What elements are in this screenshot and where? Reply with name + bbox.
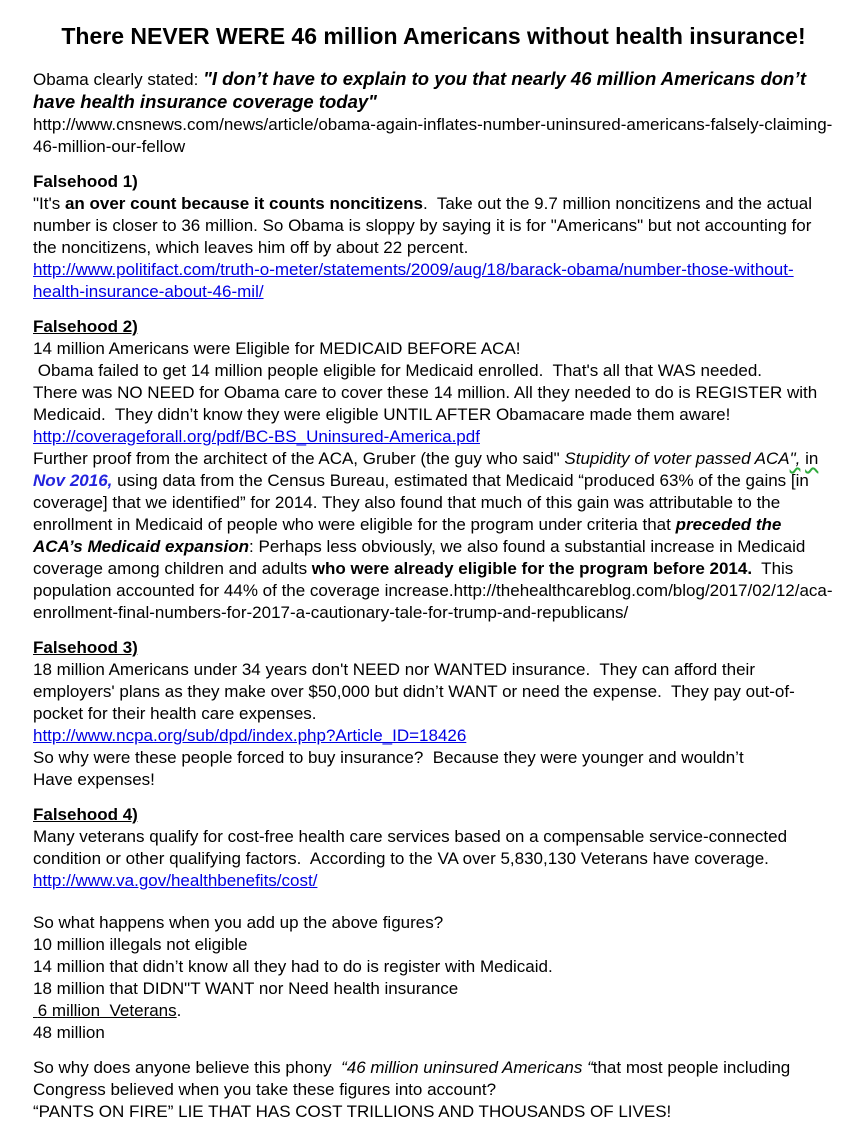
summary-veterans-period: . — [176, 1001, 182, 1020]
coverageforall-link-line — [33, 426, 834, 448]
healthcareblog-url: http://thehealthcareblog.com/blog/2017/02/12/aca-enrollment-final-numbers-for-2017-a-cautionary-tale-for-trump-and-republicans/ — [33, 581, 833, 622]
falsehood3-conclusion-line-2: Have expenses! — [33, 770, 155, 789]
summary-section — [33, 912, 834, 1044]
falsehood2-line-2: Obama failed to get 14 million people eligible for Medicaid enrolled. That's all that WAS needed. — [33, 361, 763, 380]
conclusion-question — [33, 1057, 834, 1101]
falsehood1-text-bold: an over count because it counts noncitizens — [64, 194, 423, 213]
falsehood3-heading: Falsehood 3) — [33, 638, 138, 657]
falsehood3-paragraph: 18 million Americans under 34 years don't NEED nor WANTED insurance. They can afford their employers' plans as they make over $50,000 but didn’t WANT or need the expense. They pay out-of-pocket for their health care expenses. — [33, 660, 795, 723]
falsehood2-heading-line — [33, 316, 834, 338]
falsehood2-section — [33, 316, 834, 624]
falsehood3-section — [33, 637, 834, 791]
gruber-text-2: using data from the Census Bureau, estimated that Medicaid “produced 63% of the gains [in coverage] that we identified” for 2014. They also found that much of this gain was attributable to the enrollment in Medicaid of people who were eligible for the program under criteria that — [33, 471, 814, 534]
gruber-in-misspelling: in — [805, 449, 819, 468]
nov-2016-date: Nov 2016, — [33, 471, 113, 490]
falsehood3-conclusion-line-1: So why were these people forced to buy insurance? Because they were younger and wouldn’t — [33, 748, 744, 767]
falsehood1-paragraph — [33, 193, 834, 259]
falsehood2-line-3: There was NO NEED for Obama care to cover these 14 million. All they needed to do is REGISTER with Medicaid. They didn’t know they were eligible UNTIL AFTER Obamacare made them aware! — [33, 383, 822, 424]
falsehood4-section — [33, 804, 834, 892]
gruber-preceded-emphasis: preceded the ACA’s Medicaid expansion — [33, 515, 786, 556]
obama-quote-text: "I don’t have to explain to you that nearly 46 million Americans don’t have health insurance coverage today" — [33, 68, 812, 112]
falsehood4-paragraph: Many veterans qualify for cost-free health care services based on a compensable service-connected condition or other qualifying factors. According to the VA over 5,830,130 Veterans have coverage. — [33, 827, 792, 868]
conclusion-section — [33, 1057, 834, 1123]
cnsnews-url-line — [33, 114, 834, 158]
gruber-text-4: This population accounted for 44% of the coverage increase. — [33, 559, 799, 600]
falsehood2-heading: Falsehood 2) — [33, 317, 138, 336]
politifact-link-line — [33, 259, 834, 303]
page-title: There NEVER WERE 46 million Americans without health insurance! — [61, 23, 806, 49]
summary-line-illegals: 10 million illegals not eligible — [33, 935, 248, 954]
falsehood4-heading: Falsehood 4) — [33, 805, 138, 824]
gruber-paragraph — [33, 448, 834, 624]
summary-veterans-underlined: 6 million Veterans — [33, 1001, 177, 1020]
cnsnews-url: http://www.cnsnews.com/news/article/obama-again-inflates-number-uninsured-americans-falsely-claiming-46-million-our-fellow — [33, 115, 833, 156]
intro-lead-text: Obama clearly stated: — [33, 70, 204, 89]
falsehood1-text-2: . Take out the 9.7 million noncitizens and the actual number is closer to 36 million. So Obama is sloppy by saying it is for "Americans" but not accounting for the noncitizens, which leaves him off by about 22 percent. — [33, 194, 817, 257]
summary-question: So what happens when you add up the above figures? — [33, 913, 444, 932]
va-link-line — [33, 870, 834, 892]
coverageforall-link[interactable]: http://coverageforall.org/pdf/BC-BS_Uninsured-America.pdf — [33, 427, 480, 446]
gruber-already-eligible-emphasis: who were already eligible for the program before 2014. — [311, 559, 753, 578]
pants-on-fire-line: “PANTS ON FIRE” LIE THAT HAS COST TRILLIONS AND THOUSANDS OF LIVES! — [33, 1102, 672, 1121]
summary-total: 48 million — [33, 1023, 105, 1042]
intro-paragraph — [33, 68, 834, 114]
va-link[interactable]: http://www.va.gov/healthbenefits/cost/ — [33, 871, 318, 890]
summary-line-didnt-want: 18 million that DIDN"T WANT nor Need health insurance — [33, 979, 459, 998]
gruber-space-2 — [818, 449, 823, 468]
gruber-stupidity-quote: Stupidity of voter passed ACA — [564, 449, 790, 468]
gruber-text-3: : Perhaps less obviously, we also found a substantial increase in Medicaid coverage among children and adults — [33, 537, 811, 578]
falsehood4-heading-line — [33, 804, 834, 826]
conclusion-phony-quote: “46 million uninsured Americans “ — [341, 1058, 593, 1077]
politifact-link[interactable]: http://www.politifact.com/truth-o-meter/statements/2009/aug/18/barack-obama/number-those-without-health-insurance-about-46-mil/ — [33, 260, 794, 301]
gruber-text-1: Further proof from the architect of the ACA, Gruber (the guy who said" — [33, 449, 565, 468]
ncpa-link[interactable]: http://www.ncpa.org/sub/dpd/index.php?Article_ID=18426 — [33, 726, 467, 745]
document-page — [33, 22, 834, 1123]
falsehood1-section — [33, 171, 834, 303]
conclusion-text-1: So why does anyone believe this phony — [33, 1058, 342, 1077]
gruber-quote-comma-misspelling: ", — [789, 449, 801, 468]
conclusion-text-2: that most people including Congress believed when you take these figures into account? — [33, 1058, 795, 1099]
summary-line-medicaid: 14 million that didn’t know all they had to do is register with Medicaid. — [33, 957, 553, 976]
ncpa-link-line — [33, 725, 834, 747]
falsehood2-line-1: 14 million Americans were Eligible for MEDICAID BEFORE ACA! — [33, 339, 521, 358]
falsehood1-text-1: "It's — [33, 194, 65, 213]
falsehood1-heading-line — [33, 171, 834, 193]
falsehood1-heading: Falsehood 1) — [33, 172, 138, 191]
summary-line-veterans — [33, 1000, 834, 1022]
falsehood3-heading-line — [33, 637, 834, 659]
intro-section — [33, 68, 834, 158]
